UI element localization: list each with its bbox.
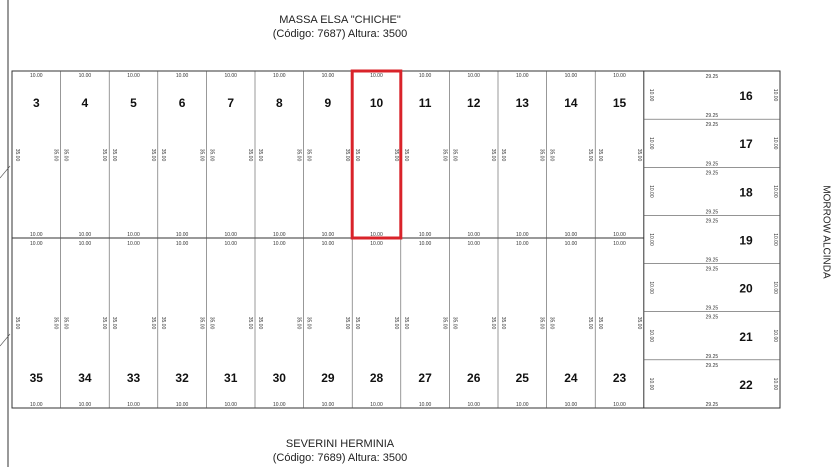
depth-dimension: 35.00 [257,316,263,330]
right-height-dimension: 10.00 [772,185,778,198]
right-width-dimension: 29.25 [705,305,719,312]
lot-number: 22 [739,377,753,392]
front-dimension: 10.00 [224,73,237,79]
depth-dimension: 35.00 [597,148,604,162]
depth-dimension: 35.00 [101,148,108,162]
front-dimension: 10.00 [613,73,626,79]
depth-dimension: 35.00 [500,316,506,330]
lot-number: 16 [739,89,753,104]
depth-dimension: 35.00 [451,148,458,162]
right-width-dimension: 29.25 [705,353,719,360]
lot-number: 3 [32,96,40,110]
lot-number: 30 [272,371,286,385]
front-dimension: 10.00 [175,402,189,408]
depth-dimension: 35.00 [295,316,302,330]
lot-number: 5 [130,96,137,110]
depth-dimension: 35.00 [538,316,545,330]
lot-number: 31 [224,371,238,385]
lot-number: 34 [78,371,92,385]
depth-dimension: 35.00 [490,148,496,162]
depth-dimension: 35.00 [111,316,118,330]
right-width-dimension: 29.25 [705,122,719,129]
front-dimension: 10.00 [613,241,626,247]
lot-number: 9 [324,96,332,110]
right-width-dimension: 29.25 [705,362,719,369]
depth-dimension: 35.00 [441,316,448,330]
depth-dimension: 35.00 [305,316,312,330]
depth-dimension: 35.00 [52,148,59,162]
depth-dimension: 35.00 [208,148,215,162]
lot-number: 21 [739,329,753,344]
front-dimension: 10.00 [127,402,140,408]
depth-dimension: 35.00 [587,316,594,330]
front-dimension: 10.00 [370,402,383,408]
depth-dimension: 35.00 [402,148,409,162]
front-dimension: 10.00 [224,232,237,238]
depth-dimension: 35.00 [500,148,506,162]
depth-dimension: 35.00 [198,316,205,330]
top-street-name: MASSA ELSA "CHICHE" [279,14,401,26]
lot-number: 10 [369,96,384,110]
lot-number: 17 [739,137,753,152]
right-height-dimension: 10.00 [647,377,654,391]
front-dimension: 10.00 [127,73,140,79]
front-dimension: 10.00 [78,402,92,408]
right-width-dimension: 29.25 [705,266,719,273]
front-dimension: 10.00 [516,241,529,247]
depth-dimension: 35.00 [597,316,604,330]
depth-dimension: 35.00 [159,316,166,330]
front-dimension: 10.00 [370,241,383,247]
lot-number: 8 [275,96,283,110]
front-dimension: 10.00 [127,241,140,247]
lot-number: 28 [369,371,384,385]
front-dimension: 10.00 [273,402,286,408]
front-dimension: 10.00 [175,241,189,247]
lot-number: 25 [515,371,529,385]
front-dimension: 10.00 [516,73,529,79]
depth-dimension: 35.00 [149,148,156,162]
depth-dimension: 35.00 [441,148,448,162]
depth-dimension: 35.00 [354,316,361,330]
lot-number: 19 [739,233,753,248]
depth-dimension: 35.00 [548,316,555,330]
lot-number: 26 [467,371,481,385]
depth-dimension: 35.00 [198,148,205,162]
depth-dimension: 35.00 [635,148,642,162]
depth-dimension: 35.00 [52,316,59,330]
lot-number: 15 [612,96,627,110]
depth-dimension: 35.00 [159,148,166,162]
front-dimension: 10.00 [30,241,43,247]
lot-number: 23 [612,371,627,385]
lot-number: 35 [29,371,43,385]
depth-dimension: 35.00 [14,316,20,330]
right-height-dimension: 10.00 [647,329,654,343]
lot-number: 18 [739,185,753,200]
front-dimension: 10.00 [321,73,335,79]
bottom-street-name: SEVERINI HERMINIA [285,438,395,450]
depth-dimension: 35.00 [490,316,496,330]
right-height-dimension: 10.00 [772,233,778,246]
front-dimension: 10.00 [370,232,383,238]
front-dimension: 10.00 [175,232,189,238]
lot-number: 20 [739,281,753,296]
front-dimension: 10.00 [224,402,237,408]
front-dimension: 10.00 [224,241,237,247]
lot-number: 7 [227,96,235,110]
depth-dimension: 35.00 [392,316,399,330]
right-width-dimension: 29.25 [705,218,719,225]
front-dimension: 10.00 [467,232,480,238]
front-dimension: 10.00 [273,73,286,79]
front-dimension: 10.00 [273,232,286,238]
front-dimension: 10.00 [564,402,578,408]
right-height-dimension: 10.00 [647,233,654,246]
front-dimension: 10.00 [418,73,432,79]
right-width-dimension: 29.25 [705,74,719,80]
front-dimension: 10.00 [321,241,335,247]
depth-dimension: 35.00 [295,148,302,162]
lot-number: 12 [467,96,481,110]
depth-dimension: 35.00 [62,148,69,162]
dimension-labels [14,73,778,408]
right-height-dimension: 10.00 [647,281,654,294]
front-dimension: 10.00 [321,232,335,238]
depth-dimension: 35.00 [62,316,69,330]
depth-dimension: 35.00 [208,316,215,330]
front-dimension: 10.00 [78,241,92,247]
right-width-dimension: 29.25 [705,170,719,177]
lot-number: 14 [564,96,578,110]
depth-dimension: 35.00 [635,316,642,330]
depth-dimension: 35.00 [149,316,156,330]
bottom-street-code: (Código: 7689) Altura: 3500 [272,452,408,464]
front-dimension: 10.00 [564,232,578,238]
right-width-dimension: 29.25 [705,113,719,120]
front-dimension: 10.00 [30,232,43,238]
front-dimension: 10.00 [78,73,92,79]
lot-number: 32 [175,371,189,385]
front-dimension: 10.00 [467,402,480,408]
front-dimension: 10.00 [418,232,432,238]
depth-dimension: 35.00 [344,316,351,330]
right-width-dimension: 29.25 [705,257,719,264]
front-dimension: 10.00 [564,241,578,247]
front-dimension: 10.00 [321,402,335,408]
front-dimension: 10.00 [564,73,578,79]
right-height-dimension: 10.00 [772,329,778,343]
depth-dimension: 35.00 [257,148,263,162]
lot-number: 13 [515,96,529,110]
lot-number: 29 [321,371,335,385]
right-height-dimension: 10.00 [647,136,654,150]
depth-dimension: 35.00 [548,148,555,162]
lot-number: 4 [81,96,89,110]
front-dimension: 10.00 [273,241,286,247]
right-height-dimension: 10.00 [772,377,778,391]
right-height-dimension: 10.00 [647,185,654,198]
right-width-dimension: 29.25 [705,161,719,168]
depth-dimension: 35.00 [14,148,20,162]
top-street-code: (Código: 7687) Altura: 3500 [272,28,408,40]
front-dimension: 10.00 [127,232,140,238]
depth-dimension: 35.00 [247,148,253,162]
depth-dimension: 35.00 [101,316,108,330]
front-dimension: 10.00 [516,402,529,408]
right-street-label: MORROW ALCINDA [820,185,832,279]
front-dimension: 10.00 [516,232,529,238]
depth-dimension: 35.00 [538,148,545,162]
front-dimension: 10.00 [175,73,189,79]
front-dimension: 10.00 [30,73,43,79]
right-height-dimension: 10.00 [772,281,778,294]
depth-dimension: 35.00 [392,148,399,162]
lot-number: 6 [178,96,186,110]
right-height-dimension: 10.00 [772,136,778,150]
lot-number: 11 [418,96,432,110]
depth-dimension: 35.00 [344,148,351,162]
lot-number: 33 [126,371,141,385]
depth-dimension: 35.00 [354,148,361,162]
front-dimension: 10.00 [467,73,480,79]
right-height-dimension: 10.00 [647,88,654,102]
front-dimension: 10.00 [370,73,383,79]
depth-dimension: 35.00 [451,316,458,330]
front-dimension: 10.00 [78,232,92,238]
right-width-dimension: 29.25 [705,209,719,216]
depth-dimension: 35.00 [111,148,118,162]
depth-dimension: 35.00 [402,316,409,330]
depth-dimension: 35.00 [305,148,312,162]
front-dimension: 10.00 [418,402,432,408]
lot-number: 27 [418,371,432,385]
front-dimension: 10.00 [613,232,626,238]
depth-dimension: 35.00 [587,148,594,162]
right-width-dimension: 29.25 [705,314,719,321]
front-dimension: 10.00 [418,241,432,247]
front-dimension: 10.00 [467,241,480,247]
lot-number: 24 [564,371,578,385]
right-width-dimension: 29.25 [705,402,719,408]
front-dimension: 10.00 [613,402,626,408]
front-dimension: 10.00 [30,402,43,408]
right-height-dimension: 10.00 [772,88,778,102]
depth-dimension: 35.00 [247,316,253,330]
